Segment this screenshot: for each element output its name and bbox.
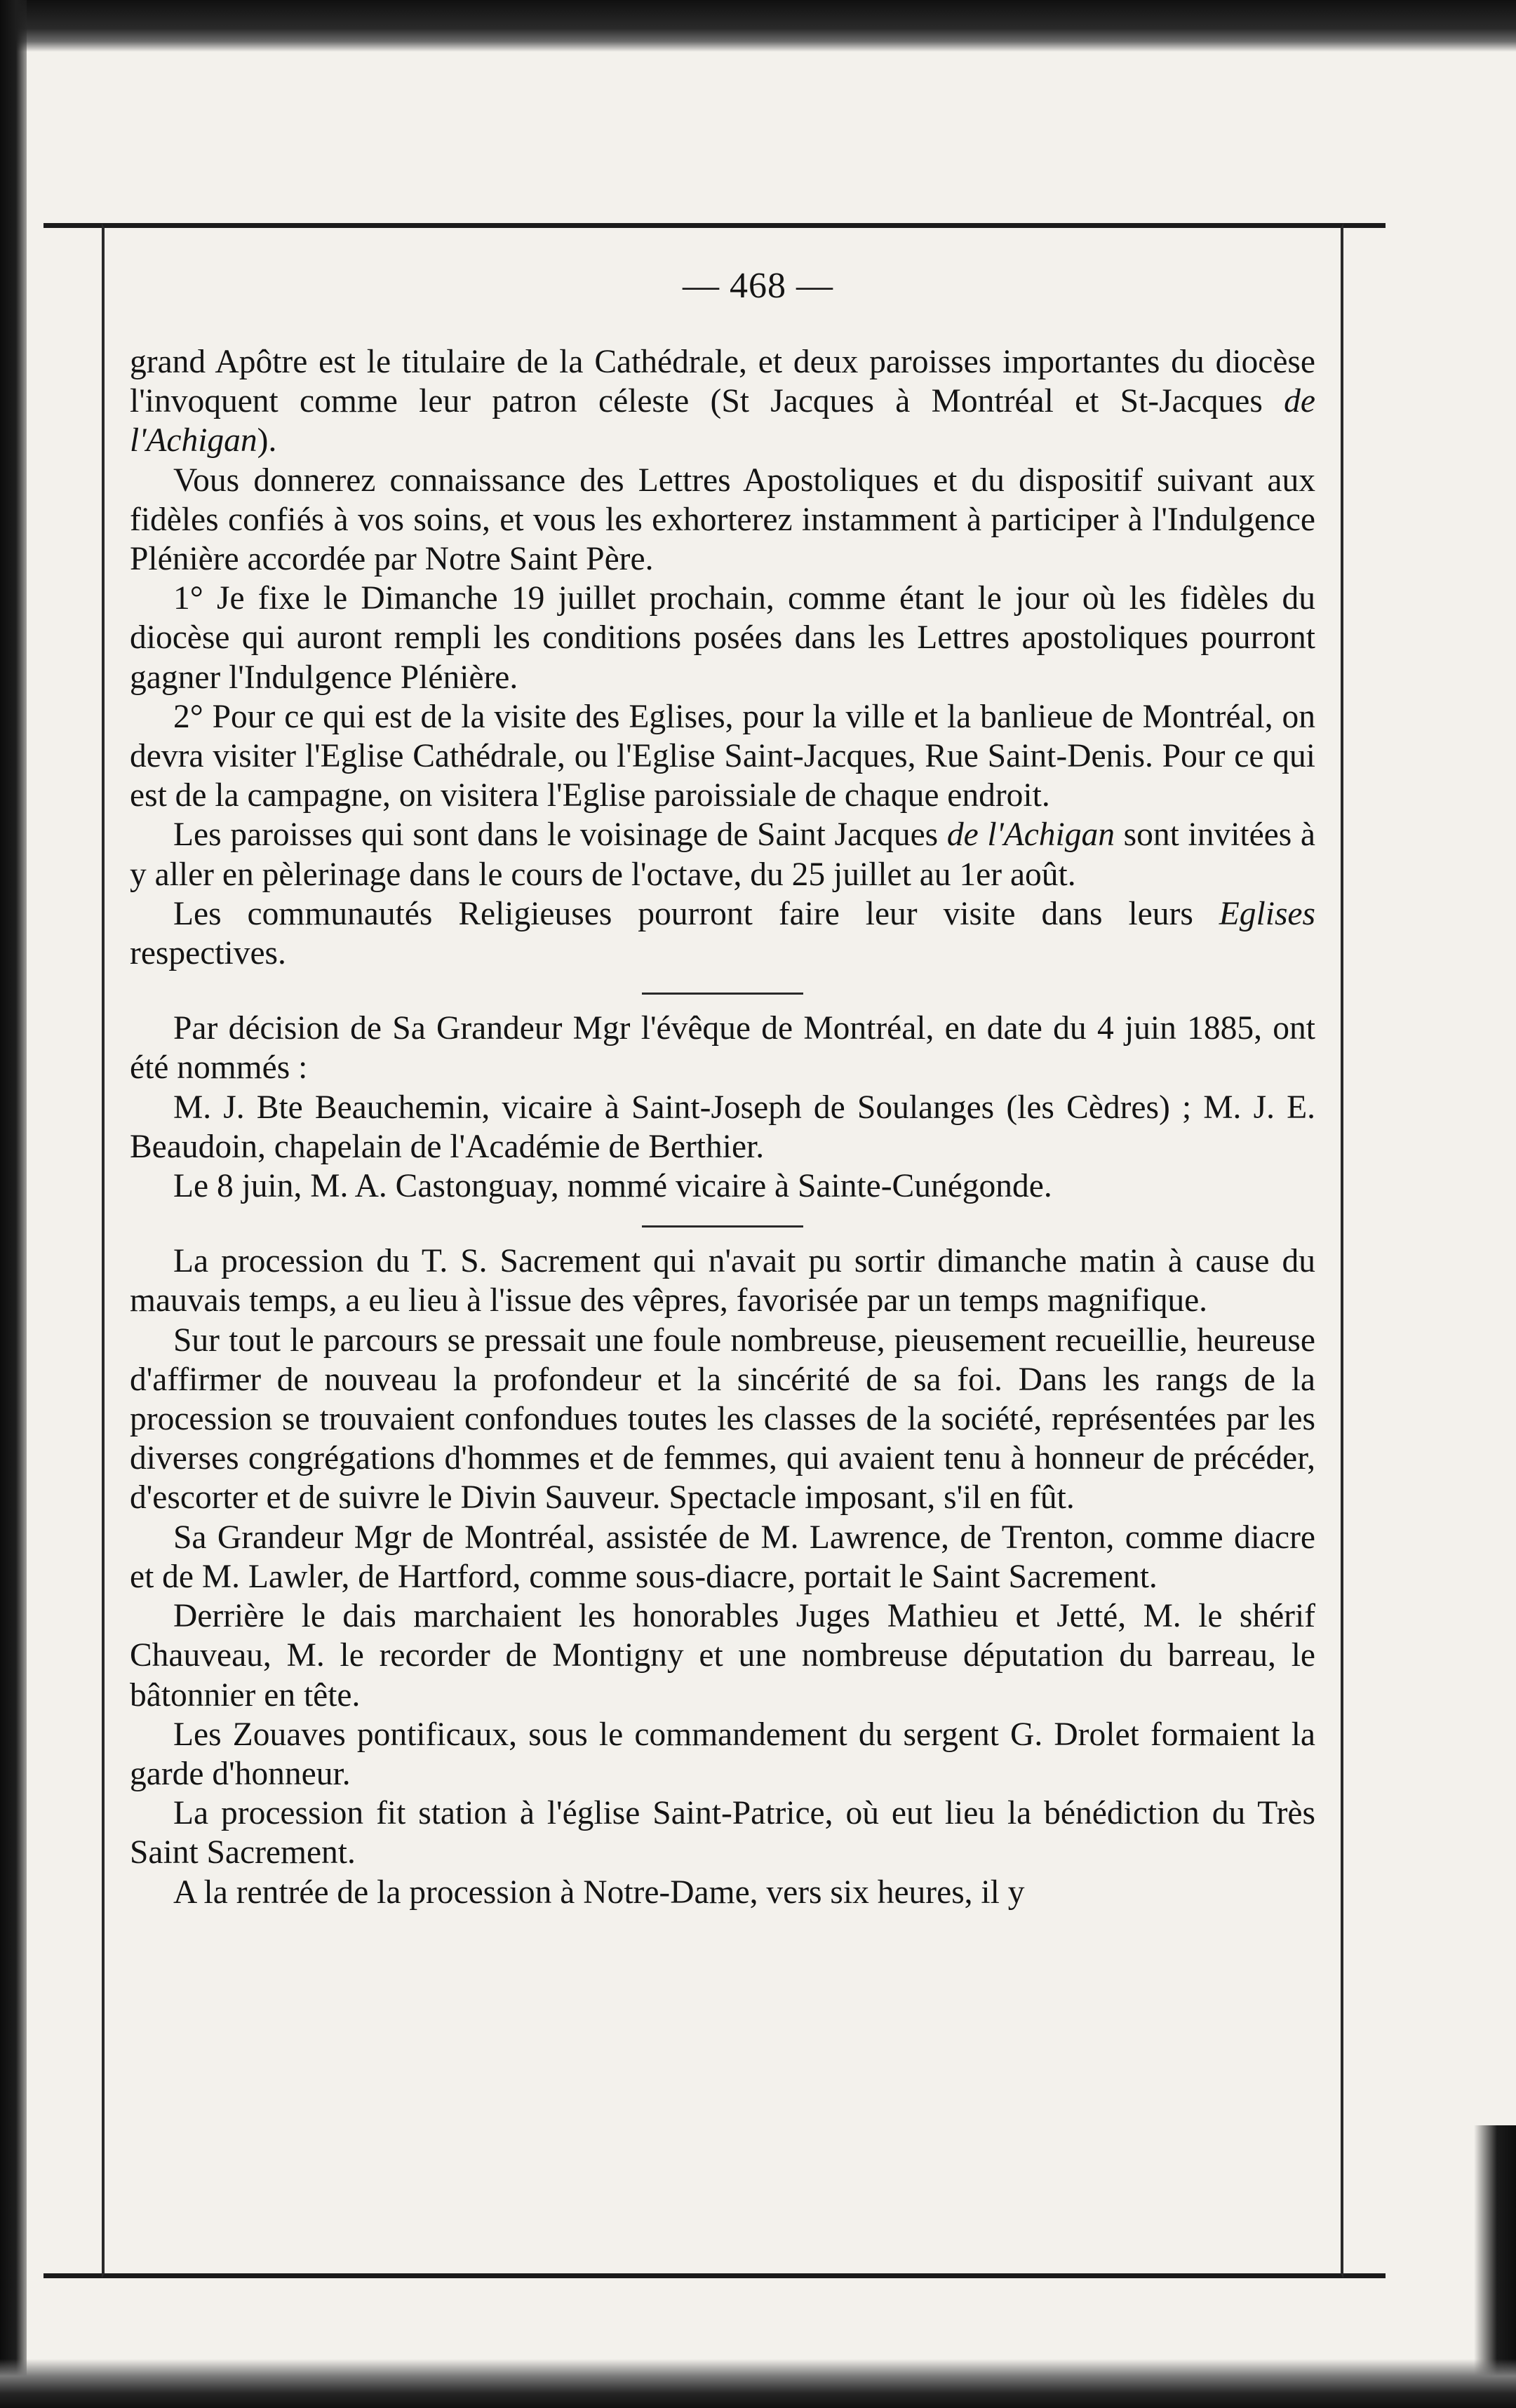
text-run: Les communautés Religieuses pourront faire leur visite dans leurs: [173, 895, 1219, 932]
frame-rule-top-right: [1343, 223, 1386, 228]
scan-left-edge: [0, 0, 27, 2408]
italic-text: Eglises: [1219, 895, 1315, 932]
text-run: sont invitées à y aller en pèlerinage dans le cours de l'octave, du 25 juillet au 1er août.: [130, 816, 1316, 893]
paragraph: [130, 1518, 1315, 1596]
frame-rule-top-left: [43, 223, 102, 228]
text-run: Vous donnerez connaissance des Lettres Apostoliques et du dispositif suivant aux fidèles confiés à vos soins, et vous les exhorterez instamment à participer à l'Indulgence Plénière accordée par Notre Saint Père.: [130, 462, 1315, 578]
paragraph: [130, 894, 1315, 973]
text-run: 2° Pour ce qui est de la visite des Eglises, pour la ville et la banlieue de Montréal, on devra visiter l'Eglise Cathédrale, ou l'Eglise Saint-Jacques, Rue Saint-Denis. Pour ce qui est de la campagne, on visitera l'Eglise paroissiale de chaque endroit.: [130, 698, 1315, 814]
paragraph: [130, 1166, 1315, 1206]
text-run: Sa Grandeur Mgr de Montréal, assistée de M. Lawrence, de Trenton, comme diacre et de M. Lawler, de Hartford, comme sous-diacre, portait le Saint Sacrement.: [130, 1519, 1315, 1595]
text-run: Derrière le dais marchaient les honorables Juges Mathieu et Jetté, M. le shérif Chauveau, M. le recorder de Montigny et une nombreuse députation du barreau, le bâtonnier en tête.: [130, 1598, 1315, 1714]
paragraph: [130, 1321, 1315, 1518]
text-run: Les Zouaves pontificaux, sous le commandement du sergent G. Drolet formaient la garde d'honneur.: [130, 1716, 1315, 1792]
paragraph: [130, 1715, 1315, 1794]
text-run: Les paroisses qui sont dans le voisinage de Saint Jacques: [173, 816, 947, 854]
italic-text: de l'Achigan: [946, 816, 1115, 854]
page-number: — 468 —: [683, 266, 833, 306]
frame-rule-bottom-right: [1343, 2273, 1386, 2278]
paragraph: [130, 815, 1315, 894]
text-run: Sur tout le parcours se pressait une foule nombreuse, pieusement recueillie, heureuse d'affirmer de nouveau la profondeur et la sincérité de sa foi. Dans les rangs de la procession se trouvaient confondues toutes les classes de la société, représentées par les diverses congrégations d'hommes et de femmes, qui avaient tenu à honneur de précéder, d'escorter et de suivre le Divin Sauveur. Spectacle imposant, s'il en fût.: [130, 1321, 1315, 1516]
paragraph: [130, 461, 1315, 579]
text-run: respectives.: [130, 935, 286, 972]
frame-rule-bottom-left: [43, 2273, 102, 2278]
paragraph: [130, 1009, 1315, 1087]
paragraph: [130, 697, 1315, 816]
paragraph: [130, 1242, 1315, 1320]
text-run: Par décision de Sa Grandeur Mgr l'évêque de Montréal, en date du 4 juin 1885, ont été nommés :: [130, 1010, 1315, 1087]
paragraph: [130, 579, 1315, 697]
paragraph: [130, 1596, 1315, 1715]
text-run: A la rentrée de la procession à Notre-Dame, vers six heures, il y: [173, 1874, 1025, 1911]
text-run: Le 8 juin, M. A. Castonguay, nommé vicaire à Sainte-Cunégonde.: [173, 1168, 1052, 1205]
text-run: ).: [257, 422, 277, 459]
paragraph: [130, 1794, 1315, 1872]
paragraph: [130, 342, 1315, 461]
page-text: [130, 342, 1315, 1912]
paragraph: [130, 1088, 1315, 1166]
text-run: La procession du T. S. Sacrement qui n'avait pu sortir dimanche matin à cause du mauvais temps, a eu lieu à l'issue des vêpres, favorisée par un temps magnifique.: [130, 1243, 1315, 1319]
section-separator: [642, 1225, 803, 1227]
paragraph: [130, 1873, 1315, 1912]
scan-bottom-edge: [0, 2359, 1516, 2408]
text-run: 1° Je fixe le Dimanche 19 juillet prochain, comme étant le jour où les fidèles du diocèse qui auront rempli les conditions posées dans les Lettres apostoliques pourront gagner l'Indulgence Plénière.: [130, 580, 1315, 696]
text-run: M. J. Bte Beauchemin, vicaire à Saint-Joseph de Soulanges (les Cèdres) ; M. J. E. Beaudoin, chapelain de l'Académie de Berthier.: [130, 1089, 1315, 1165]
scan-top-edge: [0, 0, 1516, 52]
text-run: grand Apôtre est le titulaire de la Cathédrale, et deux paroisses importantes du diocèse l'invoquent comme leur patron céleste (St Jacques à Montréal et St-Jacques: [130, 344, 1315, 420]
italic-text: de l'Achigan: [130, 383, 1315, 459]
text-run: La procession fit station à l'église Saint-Patrice, où eut lieu la bénédiction du Très Saint Sacrement.: [130, 1795, 1315, 1871]
section-separator: [642, 993, 803, 995]
